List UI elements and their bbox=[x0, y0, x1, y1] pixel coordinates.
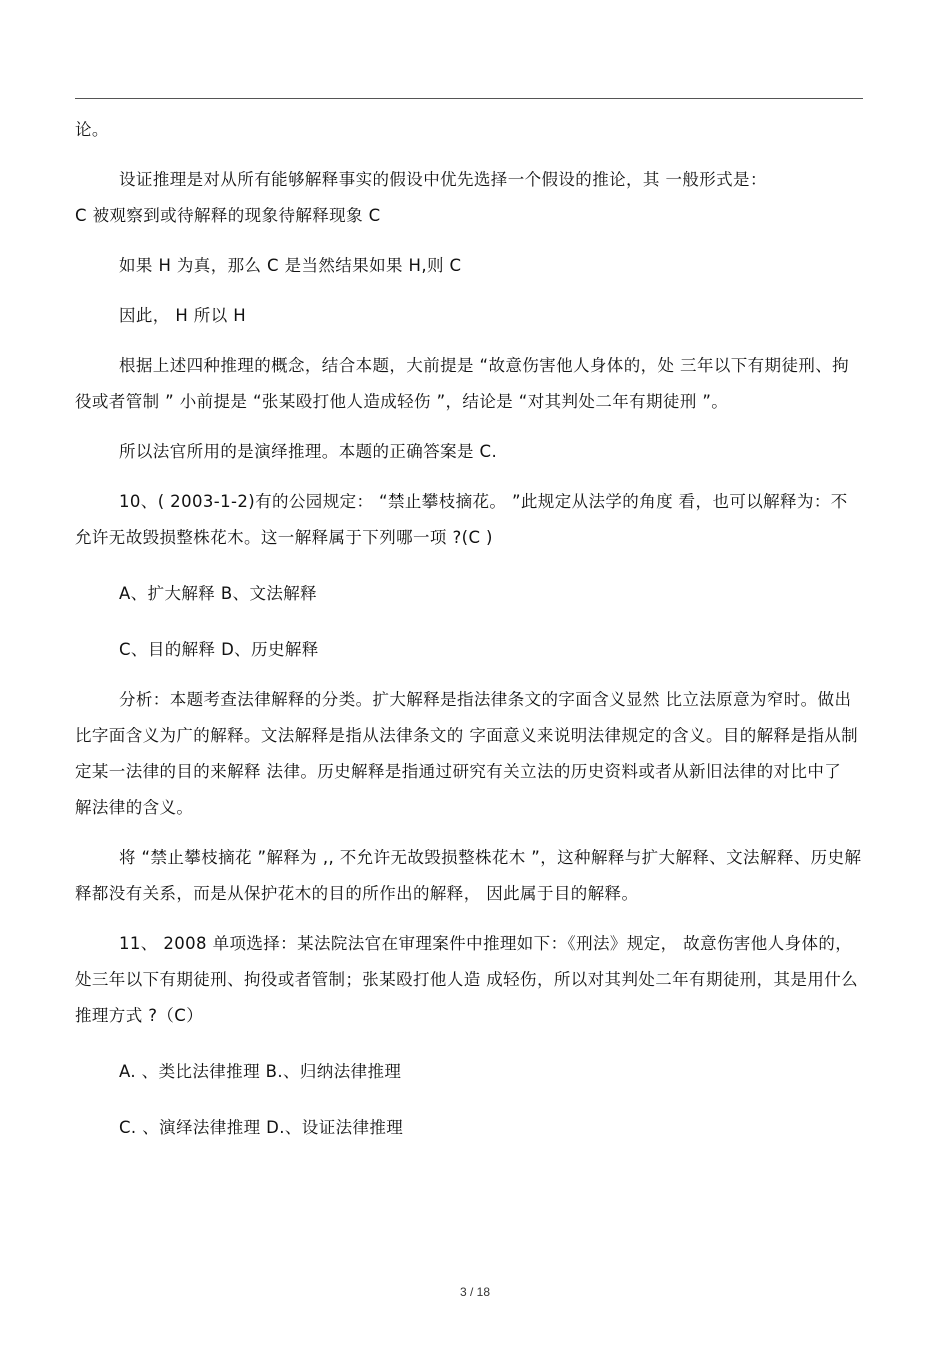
paragraph-abductive-premise-h: 如果 H 为真，那么 C 是当然结果如果 H,则 C bbox=[119, 256, 462, 275]
header-rule bbox=[75, 98, 863, 99]
question-10-explanation: 将 “禁止攀枝摘花 ”解释为 ,, 不允许无故毁损整株花木 ”，这种解释与扩大解释、文法解释、历史解释都没有关系，而是从保护花木的目的所作出的解释， 因此属于目的解释。 bbox=[75, 848, 862, 903]
paragraph-abductive-definition: 设证推理是对从所有能够解释事实的假设中优先选择一个假设的推论，其 一般形式是： bbox=[119, 170, 767, 189]
paragraph-abductive-premise-c: C 被观察到或待解释的现象待解释现象 C bbox=[75, 206, 381, 225]
paragraph-continuation: 论。 bbox=[75, 120, 109, 139]
page-number: 3 / 18 bbox=[459, 1285, 491, 1299]
question-11-options-ab: A. 、类比法律推理 B.、归纳法律推理 bbox=[119, 1062, 402, 1081]
question-10-options-ab: A、扩大解释 B、文法解释 bbox=[119, 584, 318, 603]
paragraph-analysis-premises: 根据上述四种推理的概念，结合本题，大前提是 “故意伤害他人身体的，处 三年以下有期徒刑、拘役或者管制 ” 小前提是 “张某殴打他人造成轻伤 ”，结论是 “对其判处二年有期徒刑 ”。 bbox=[75, 356, 850, 411]
question-11-options-cd: C. 、演绎法律推理 D.、设证法律推理 bbox=[119, 1118, 404, 1137]
question-10-options-cd: C、目的解释 D、历史解释 bbox=[119, 640, 319, 659]
paragraph-abductive-conclusion: 因此， H 所以 H bbox=[119, 306, 247, 325]
document-body bbox=[75, 112, 863, 1146]
question-10-analysis: 分析：本题考查法律解释的分类。扩大解释是指法律条文的字面含义显然 比立法原意为窄时。做出比字面含义为广的解释。文法解释是指从法律条文的 字面意义来说明法律规定的含义。目的解释是指从制定某一法律的目的来解释 法律。历史解释是指通过研究有关立法的历史资料或者从新旧法律的对比中了 解法律的含义。 bbox=[75, 690, 859, 817]
paragraph-answer: 所以法官所用的是演绎推理。本题的正确答案是 C. bbox=[119, 442, 498, 461]
question-10: 10、( 2003-1-2)有的公园规定： “禁止攀枝摘花。 ”此规定从法学的角度 看，也可以解释为：不允许无故毁损整株花木。这一解释属于下列哪一项 ?(C ) bbox=[75, 492, 848, 547]
question-11: 11、 2008 单项选择：某法院法官在审理案件中推理如下：《刑法》规定， 故意伤害他人身体的，处三年以下有期徒刑、拘役或者管制；张某殴打他人造 成轻伤，所以对其判处二年有期徒刑，其是用什么推理方式 ?（C） bbox=[75, 934, 859, 1025]
